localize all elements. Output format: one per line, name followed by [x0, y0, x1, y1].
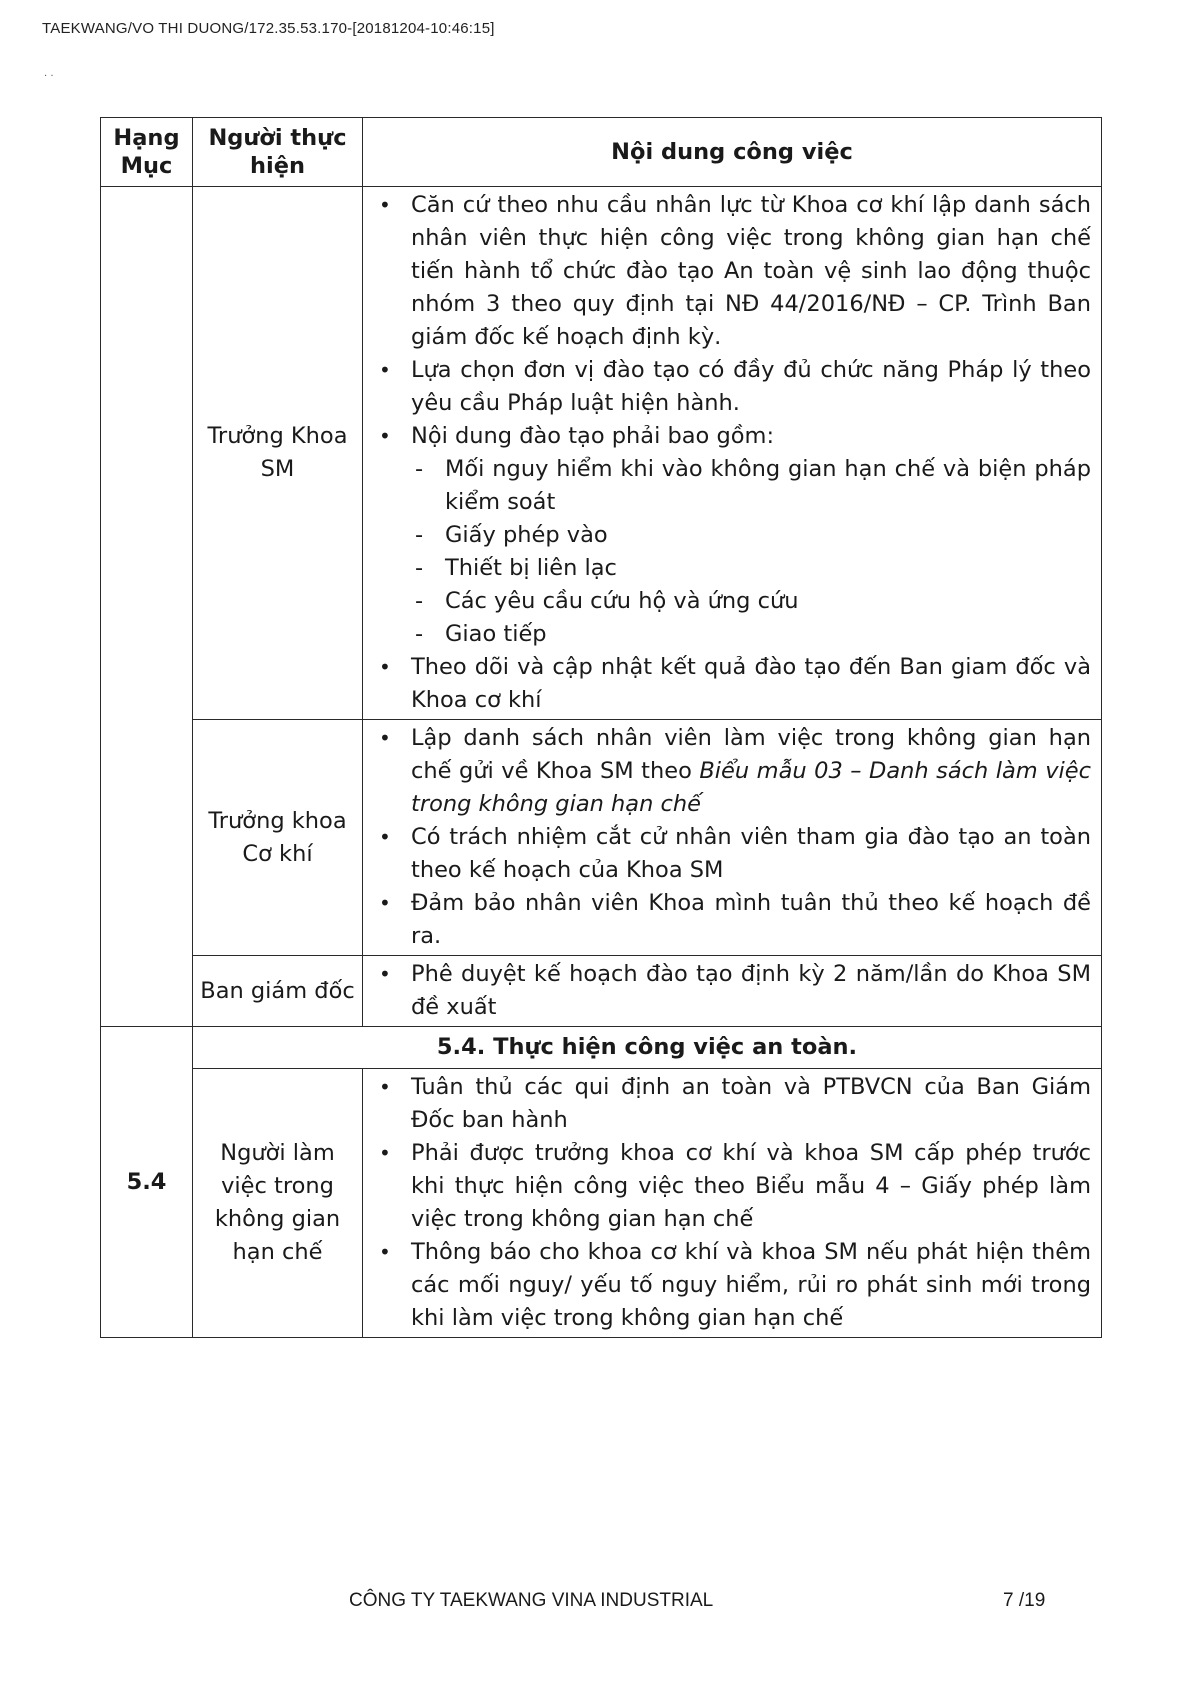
table-header-row	[101, 118, 1102, 187]
bullet-item: • Đảm bảo nhân viên Khoa mình tuân thủ theo kế hoạch đề ra.	[373, 887, 1091, 953]
bullet-list	[373, 722, 1091, 953]
bullet-item: • Tuân thủ các qui định an toàn và PTBVCN của Ban Giám Đốc ban hành	[373, 1071, 1091, 1137]
category-cell: 5.4	[101, 1027, 193, 1338]
dash-list	[373, 453, 1091, 651]
bullet-item	[373, 420, 1091, 453]
bullet-item: • Theo dõi và cập nhật kết quả đào tạo đến Ban giam đốc và Khoa cơ khí	[373, 651, 1091, 717]
content-cell	[363, 956, 1102, 1027]
dash-item: - Giấy phép vào	[373, 519, 1091, 552]
performer-cell: Người làm việc trong không gian hạn chế	[193, 1069, 363, 1338]
section-title: 5.4. Thực hiện công việc an toàn.	[193, 1027, 1102, 1069]
col-header-category: Hạng Mục	[101, 118, 193, 187]
dash-item: - Giao tiếp	[373, 618, 1091, 651]
performer-cell: Ban giám đốc	[193, 956, 363, 1027]
bullet-list	[373, 189, 1091, 453]
content-cell	[363, 187, 1102, 720]
bullet-text: Lập danh sách nhân viên làm việc trong không gian hạn chế gửi về Khoa SM theo	[411, 725, 1091, 784]
col-header-performer: Người thực hiện	[193, 118, 363, 187]
company-name: CÔNG TY TAEKWANG VINA INDUSTRIAL	[349, 1590, 714, 1611]
dash-item: - Thiết bị liên lạc	[373, 552, 1091, 585]
bullet-item: • Phê duyệt kế hoạch đào tạo định kỳ 2 năm/lần do Khoa SM đề xuất	[373, 958, 1091, 1024]
bullet-item: • Thông báo cho khoa cơ khí và khoa SM nếu phát hiện thêm các mối nguy/ yếu tố nguy hiểm, rủi ro phát sinh mới trong khi làm việc trong không gian hạn chế	[373, 1236, 1091, 1335]
table-row	[101, 956, 1102, 1027]
section-title-row	[101, 1027, 1102, 1069]
bullet-item: • Phải được trưởng khoa cơ khí và khoa SM cấp phép trước khi thực hiện công việc theo Biểu mẫu 4 – Giấy phép làm việc trong không gian hạn chế	[373, 1137, 1091, 1236]
page-number: 7 /19	[1003, 1590, 1046, 1611]
scan-specks: . .	[44, 68, 54, 79]
form-reference: Biểu mẫu 03 – Danh sách làm việc trong không gian hạn chế	[411, 758, 1092, 817]
bullet-list	[373, 958, 1091, 1024]
content-cell	[363, 1069, 1102, 1338]
performer-cell: Trưởng Khoa SM	[193, 187, 363, 720]
table-row	[101, 1069, 1102, 1338]
dash-item: - Các yêu cầu cứu hộ và ứng cứu	[373, 585, 1091, 618]
work-content-table	[100, 117, 1102, 1338]
dash-item: - Mối nguy hiểm khi vào không gian hạn chế và biện pháp kiểm soát	[373, 453, 1091, 519]
category-cell-empty	[101, 187, 193, 1027]
bullet-item: • Có trách nhiệm cắt cử nhân viên tham gia đào tạo an toàn theo kế hoạch của Khoa SM	[373, 821, 1091, 887]
bullet-text: Nội dung đào tạo phải bao gồm:	[411, 423, 775, 449]
table-row	[101, 187, 1102, 720]
print-stamp: TAEKWANG/VO THI DUONG/172.35.53.170-[20181204-10:46:15]	[42, 20, 495, 37]
bullet-item	[373, 722, 1091, 821]
performer-cell: Trưởng khoa Cơ khí	[193, 720, 363, 956]
content-cell	[363, 720, 1102, 956]
col-header-content: Nội dung công việc	[363, 118, 1102, 187]
bullet-item: • Lựa chọn đơn vị đào tạo có đầy đủ chức năng Pháp lý theo yêu cầu Pháp luật hiện hành.	[373, 354, 1091, 420]
bullet-list	[373, 1071, 1091, 1335]
bullet-item: • Căn cứ theo nhu cầu nhân lực từ Khoa cơ khí lập danh sách nhân viên thực hiện công việc trong không gian hạn chế tiến hành tổ chức đào tạo An toàn vệ sinh lao động thuộc nhóm 3 theo quy định tại NĐ 44/2016/NĐ – CP. Trình Ban giám đốc kế hoạch định kỳ.	[373, 189, 1091, 354]
table-row	[101, 720, 1102, 956]
bullet-list	[373, 651, 1091, 717]
